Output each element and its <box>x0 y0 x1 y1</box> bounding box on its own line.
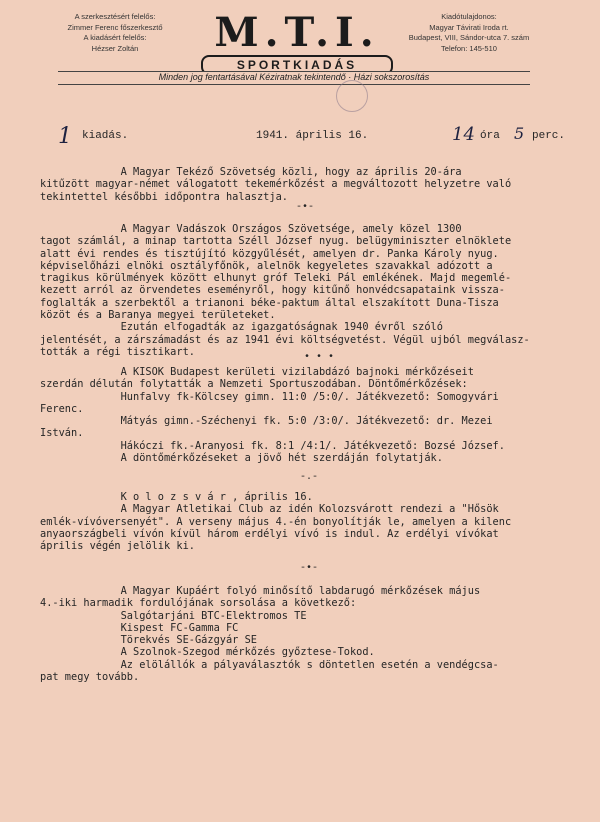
publisher-info-line: Budapest, VIII, Sándor-utca 7. szám <box>408 33 530 42</box>
logo-sub-text: SPORTKIADÁS <box>201 55 393 75</box>
paragraph-football-cup: A Magyar Kupáért folyó minősítő labdarugó mérkőzések május 4.-iki harmadik fordulójának sorsolása a következő: Salgótarjáni BTC-Elektromos TE Kispest FC-Gamma FC Törekvés SE-Gázgyár SE A Szolnok-Szegod mérkőzés győztese-Tokod. Az elölállók a pályaválasztók s döntetlen esetén a vendégcsa- pat megy tovább. <box>40 585 499 684</box>
separator: -•- <box>300 563 319 574</box>
hour-label: óra <box>480 130 500 142</box>
editor-info-line: A kiadásért felelős: <box>83 33 147 42</box>
editor-info-line: Zimmer Ferenc főszerkesztő <box>67 22 163 32</box>
issue-date: 1941. április 16. <box>256 130 369 142</box>
paragraph-fencing: K o l o z s v á r , április 16. A Magyar Atletikai Club az idén Kolozsvárott rendezi a "Hősök emlék-vívóversenyét". A verseny május 4.-én bonyolítják le, amelyen a kilenc anyaországbeli vívón kívül három erdélyi vívó is indul. Az erdélyi vívókat április végén jelölik ki. <box>40 491 512 553</box>
paragraph-hunters: A Magyar Vadászok Országos Szövetsége, amely közel 1300 tagot számlál, a minap tartotta Széll József nyug. belügyminiszter elnöklete alatt évi rendes és tisztújító közgyűlését, amelyen dr. Panka Károly nyug. képviselőházi elnöki osztályfőnök, alelnök kegyeletes szavakkal adózott a tragikus körülmények között elhunyt gróf Teleki Pál emlékének. Majd megemlé- kezett arról az örvendetes eseményről, hogy kitűnő honvédcsapataink vissza- foglalták a szerbektől a trianoni béke-paktum által elszakított Duna-Tisza közöt és a Baranya megyei területeket. Ezután elfogadták az igazgatóságnak 1940 évről szóló jelentését, a zárszámadást és az 1941 évi költségvetést. Végül ujból megválasz- tották a régi tisztikart. <box>40 223 530 358</box>
separator: -.- <box>300 472 319 483</box>
separator: • • • <box>304 352 335 363</box>
mti-logo <box>200 9 394 75</box>
publisher-info-line: Telefon: 145-510 <box>441 43 497 53</box>
archive-stamp-icon <box>336 80 368 112</box>
minute-label: perc. <box>532 130 566 142</box>
minute-handwritten: 5 <box>514 124 525 143</box>
paragraph-bowling: A Magyar Tekéző Szövetség közli, hogy az április 20-ára kitűzött magyar-német válogatott tekemérkőzést a megváltozott helyzetre való tekintettel későbbi időpontra halasztja. <box>40 166 512 203</box>
paragraph-waterpolo: A KISOK Budapest kerületi vizilabdázó bajnoki mérkőzéseit szerdán délután folytatták a Nemzeti Sportuszodában. Döntőmérkőzések: Hunfalvy fk-Kölcsey gimn. 11:0 /5:0/. Játékvezető: Somogyvári Ferenc. Mátyás gimn.-Széchenyi fk. 5:0 /3:0/. Játékvezető: dr. Mezei István. Hákóczi fk.-Aranyosi fk. 8:1 /4:1/. Játékvezető: Bozsé József. A döntőmérkőzéseket a jövő hét szerdáján folytatják. <box>40 366 505 465</box>
editor-info-line: A szerkesztésért felelős: <box>74 12 156 21</box>
editor-info-line: Hézser Zoltán <box>91 43 139 53</box>
publisher-info-line: Kiadótulajdonos: <box>441 12 497 21</box>
rights-notice <box>58 70 530 84</box>
edition-number-handwritten: 1 <box>58 124 72 149</box>
publisher-info-line: Magyar Távirati Iroda rt. <box>429 22 509 32</box>
hour-handwritten: 14 <box>452 124 475 145</box>
separator: -•- <box>296 202 315 213</box>
publisher-info <box>394 12 544 54</box>
editor-info <box>40 12 190 54</box>
logo-main-text: M.T.I. <box>214 9 380 56</box>
rights-notice-text: Minden jog fentartásával Kéziratnak tekintendő · Házi sokszorosítás <box>154 72 435 82</box>
edition-label: kiadás. <box>82 130 129 142</box>
